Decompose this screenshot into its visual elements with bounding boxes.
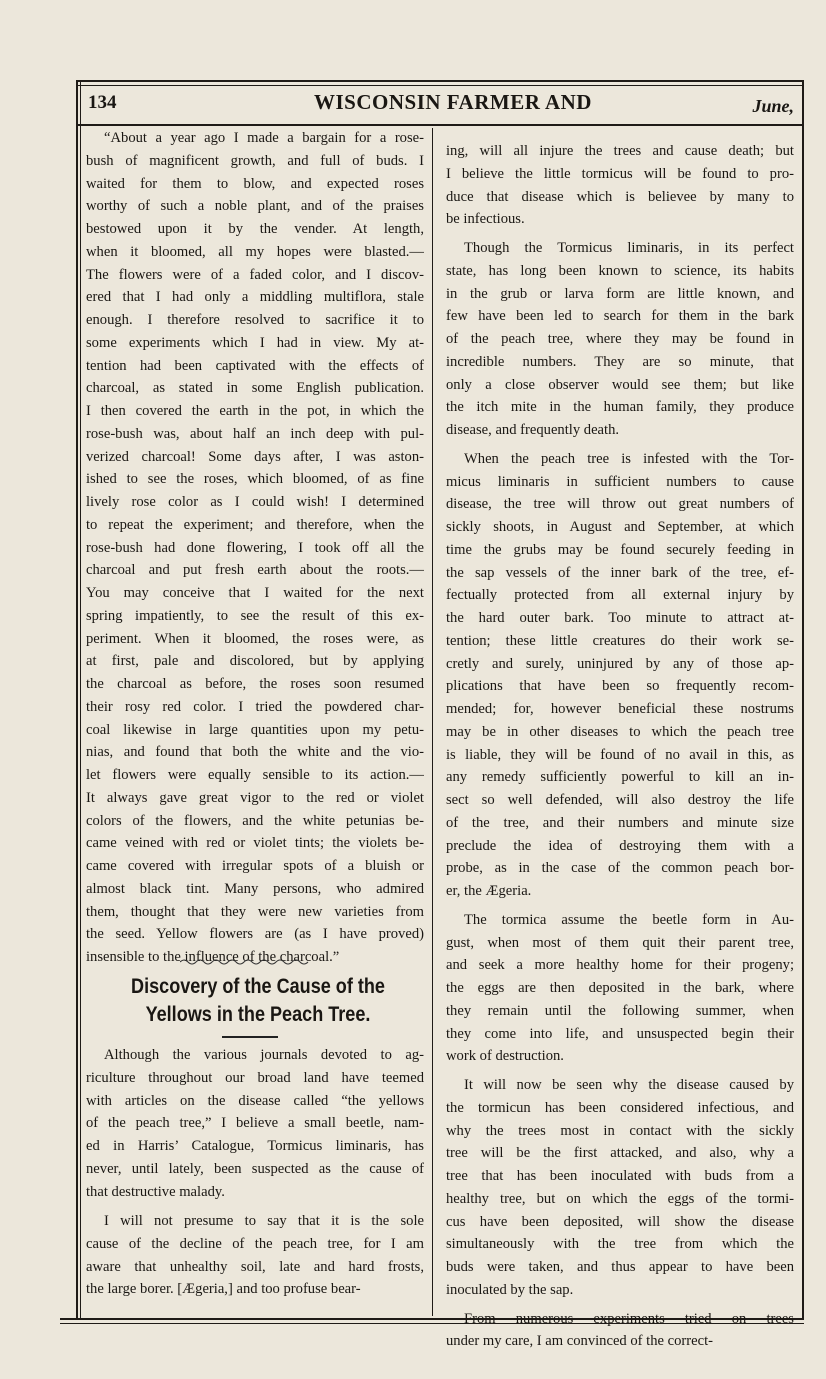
text-line: be infectious.	[446, 211, 525, 228]
text-line: their rosy red color. I tried the powdered char-	[86, 698, 424, 715]
text-line: I believe the little tormicus will be found to pro-	[446, 165, 794, 182]
ornamental-divider	[180, 958, 310, 966]
text-line: When the peach tree is infested with the Tor-	[464, 450, 794, 467]
text-line: colors of the flowers, and the white petunias be-	[86, 812, 424, 829]
text-line: of the tree, and their numbers and minute size	[446, 814, 794, 831]
text-line: plications that have been so frequently recom-	[446, 678, 794, 695]
text-line: almost black tint. Many persons, who admired	[86, 880, 424, 897]
text-line: ed in Harris’ Catalogue, Tormicus liminaris, has	[86, 1138, 424, 1154]
text-line: lively rose color as I could wish! I determined	[86, 494, 424, 510]
frame-right-rule	[802, 80, 804, 1320]
issue-month: June,	[752, 96, 794, 116]
text-line: mended; for, however beneficial these nostrums	[446, 701, 794, 717]
article-paragraph-2	[86, 1210, 424, 1301]
text-line: simultaneously with the tree from which the	[446, 1236, 794, 1253]
text-line: sickly shoots, in August and September, at which	[446, 519, 794, 535]
header-bottom-rule	[76, 124, 804, 126]
text-line: I will not presume to say that it is the sole	[104, 1213, 424, 1229]
text-line: that destructive malady.	[86, 1183, 225, 1200]
text-line: ered that I had only a middling multiflora, stale	[86, 289, 424, 306]
text-line: The flowers were of a faded color, and I discov-	[86, 266, 424, 283]
text-line: duce that disease which is believee by many to	[446, 188, 794, 205]
text-line: under my care, I am convinced of the correct-	[446, 1333, 714, 1350]
article-paragraph-1	[86, 1044, 424, 1203]
text-line: I then covered the earth in the pot, in which the	[86, 403, 424, 419]
text-line: “About a year ago I made a bargain for a rose-	[104, 130, 424, 146]
text-line: probe, as in the case of the common peach bor-	[446, 860, 794, 877]
text-line: tree that has been inoculated with buds from a	[446, 1168, 794, 1184]
text-line: and seek a more healthy home for their progeny;	[446, 957, 794, 974]
text-line: few have been led to search for them in the bark	[446, 308, 794, 325]
text-line: fectually protected from all external injury by	[446, 587, 794, 604]
article-heading: Discovery of the Cause of the Yellows in the Peach Tree.	[131, 975, 385, 1026]
right-paragraph-3	[446, 448, 794, 903]
text-line: tention had been captivated with the effects of	[86, 357, 424, 374]
text-line: cus have been deposited, will show the disease	[446, 1213, 794, 1230]
text-line: It always gave great vigor to the red or violet	[86, 789, 424, 806]
text-line: let flowers were equally sensible to its action.—	[86, 767, 424, 783]
text-line: coal likewise in large quantities upon my petu-	[86, 721, 424, 738]
text-line: charcoal and put fresh earth about the roots.—	[86, 562, 424, 579]
text-line: in the grub or larva form are little known, and	[446, 285, 794, 302]
text-line: nias, and found that both the white and the vio-	[86, 744, 424, 761]
text-line: tree will be the first attacked, and also, why a	[446, 1145, 794, 1162]
text-line: the eggs are then deposited in the bark, where	[446, 980, 794, 996]
header-top-rule	[76, 80, 804, 82]
text-line: riculture throughout our broad land have teemed	[86, 1069, 424, 1086]
text-line: is liable, they will be found of no avail in this, as	[446, 746, 794, 763]
text-line: verized charcoal! Some days after, I was aston-	[86, 448, 424, 465]
text-line: they come into life, and unsuspected begin their	[446, 1025, 794, 1042]
text-line: charcoal, as stated in some English publication.	[86, 380, 424, 397]
frame-left-rule-inner	[80, 80, 81, 1320]
text-line: the tormicun has been considered infectious, and	[446, 1099, 794, 1116]
text-line: never, until lately, been suspected as the cause of	[86, 1160, 424, 1177]
heading-rule	[222, 1036, 278, 1038]
text-line: spring impatiently, to see the result of this ex-	[86, 607, 424, 624]
right-paragraph-1	[446, 140, 794, 231]
text-line: Though the Tormicus liminaris, in its perfect	[464, 240, 794, 256]
header-top-rule-thin	[76, 85, 804, 86]
text-line: periment. When it bloomed, the roses were, as	[86, 630, 424, 647]
text-line: Although the various journals devoted to ag-	[104, 1047, 424, 1063]
text-line: may be in other diseases to which the peach tree	[446, 723, 794, 740]
text-line: inoculated by the sap.	[446, 1281, 574, 1298]
text-line: came veined with red or violet tints; the violets be-	[86, 835, 424, 852]
text-line: healthy tree, but on which the eggs of the tormi-	[446, 1190, 794, 1207]
text-line: the sap vessels of the inner bark of the tree, ef-	[446, 564, 794, 581]
left-column-article-2	[86, 1210, 424, 1301]
text-line: the large borer. [Ægeria,] and too profuse bear-	[86, 1281, 361, 1298]
text-line: rose-bush had done flowering, I took off all the	[86, 539, 424, 556]
left-column-quote	[86, 127, 424, 969]
text-line: incredible numbers. They are so minute, that	[446, 353, 794, 370]
text-line: cause of the decline of the peach tree, for I am	[86, 1235, 424, 1252]
text-line: disease, the tree will throw out great numbers of	[446, 496, 794, 513]
text-line: er, the Ægeria.	[446, 883, 532, 899]
quote-paragraph	[86, 127, 424, 969]
text-line: gust, when most of them quit their parent tree,	[446, 934, 794, 951]
text-line: to repeat the experiment; and therefore, when the	[86, 516, 424, 533]
text-line: when it bloomed, all my hopes were blasted.—	[86, 243, 424, 260]
text-line: at first, pale and discolored, but by applying	[86, 653, 424, 670]
text-line: aware that unhealthy soil, late and hard frosts,	[86, 1258, 424, 1275]
text-line: tention; these little creatures do their work se-	[446, 632, 794, 649]
text-line: of the peach tree, where they may be found in	[446, 331, 794, 347]
text-line: ing, will all injure the trees and cause death; but	[446, 143, 794, 159]
text-line: they remain until the following summer, when	[446, 1002, 794, 1019]
text-line: waited for them to blow, and expected roses	[86, 175, 424, 192]
text-line: time the grubs may be found securely feeding in	[446, 541, 794, 558]
text-line: enough. I therefore resolved to sacrifice it to	[86, 312, 424, 328]
text-line: the hard outer bark. Too minute to attract at-	[446, 610, 794, 626]
right-column-upper	[446, 140, 794, 1353]
journal-title: WISCONSIN FARMER AND	[314, 90, 592, 114]
right-paragraph-4	[446, 909, 794, 1068]
text-line: micus liminaris in sufficient numbers to cause	[446, 473, 794, 490]
text-line: It will now be seen why the disease caused by	[464, 1077, 794, 1093]
page-header	[82, 88, 800, 124]
text-line: bestowed upon it by the vender. At length,	[86, 221, 424, 237]
right-paragraph-2	[446, 237, 794, 442]
text-line: rose-bush was, about half an inch deep with pul-	[86, 425, 424, 442]
text-line: The tormica assume the beetle form in Au-	[464, 911, 794, 928]
text-line: disease, and frequently death.	[446, 422, 620, 438]
text-line: You may conceive that I waited for the next	[86, 585, 424, 601]
text-line: bush of magnificent growth, and full of buds. I	[86, 152, 424, 169]
text-line: the seed. Yellow flowers are (as I have proved)	[86, 926, 424, 943]
text-line: worthy of such a noble plant, and of the praises	[86, 198, 424, 215]
text-line: the itch mite in the human family, they produce	[446, 399, 794, 416]
text-line: ished to see the roses, which bloomed, of as fine	[86, 471, 424, 488]
text-line: From numerous experiments tried on trees	[464, 1310, 794, 1327]
text-line: them, thought that they were new varieties from	[86, 903, 424, 920]
left-column-article	[86, 1044, 424, 1203]
column-divider	[432, 128, 433, 1316]
text-line: only a close observer would see them; but like	[446, 376, 794, 393]
text-line: state, has long been known to science, its habits	[446, 262, 794, 279]
text-line: the charcoal as before, the roses soon resumed	[86, 676, 424, 692]
text-line: work of destruction.	[446, 1048, 564, 1065]
right-paragraph-6	[446, 1308, 794, 1354]
text-line: insensible to the influence of the charcoal.”	[86, 949, 340, 965]
text-line: why the trees most in contact with the sickly	[446, 1122, 794, 1139]
text-line: any remedy sufficiently powerful to kill an in-	[446, 769, 794, 786]
text-line: sect so well defended, will also destroy the life	[446, 792, 794, 808]
text-line: buds were taken, and thus appear to have been	[446, 1259, 794, 1275]
text-line: of the peach tree,” I believe a small beetle, nam-	[86, 1115, 424, 1132]
right-paragraph-5	[446, 1074, 794, 1302]
page-number: 134	[88, 92, 117, 113]
text-line: some experiments which I had in view. My at-	[86, 334, 424, 351]
text-line: with articles on the disease called “the yellows	[86, 1092, 424, 1109]
text-line: cretly and surely, uninjured by any of those ap-	[446, 655, 794, 672]
text-line: came covered with irregular spots of a bluish or	[86, 858, 424, 874]
frame-left-rule	[76, 80, 78, 1320]
text-line: preclude the idea of destroying them with a	[446, 837, 794, 854]
